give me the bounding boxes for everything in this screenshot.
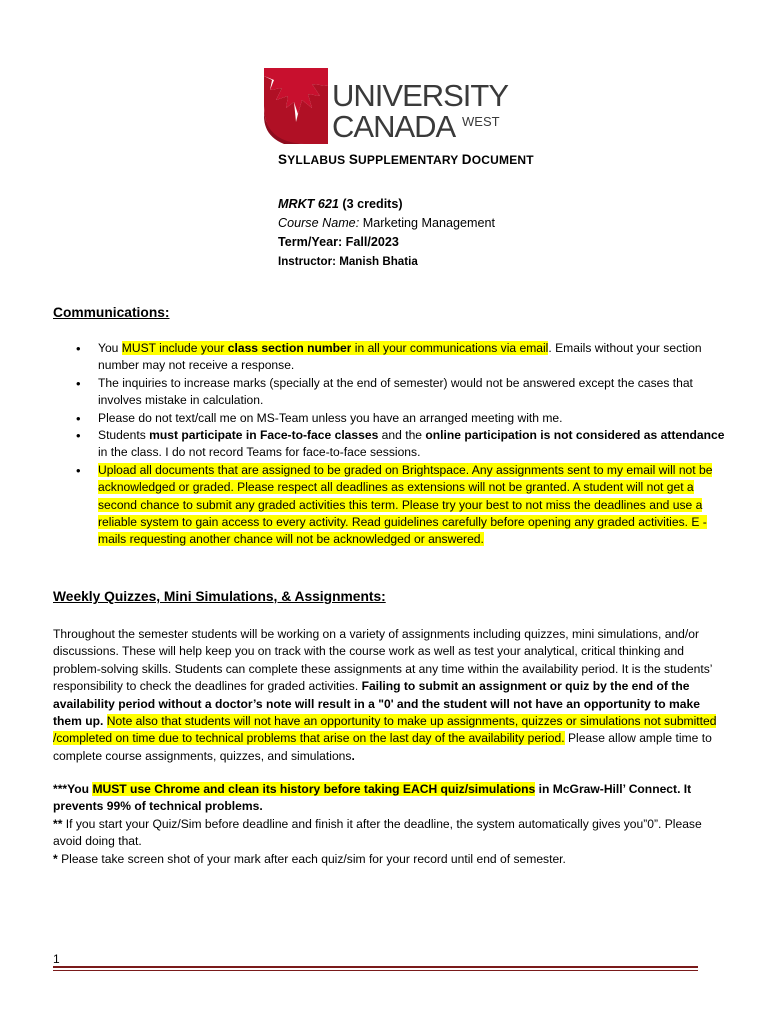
title-rest-1: YLLABUS <box>287 153 349 167</box>
course-info <box>278 195 495 271</box>
document-title <box>278 152 534 167</box>
weekly-notes <box>53 781 728 868</box>
instructor: Instructor: Manish Bhatia <box>278 255 418 268</box>
maple-leaf-icon <box>264 66 330 146</box>
communications-list <box>76 340 726 549</box>
title-cap-2: S <box>348 152 359 167</box>
university-logo <box>264 66 514 146</box>
logo-word-west: WEST <box>462 114 500 129</box>
course-name-label: Course Name: <box>278 216 360 230</box>
footer-rule-thin <box>53 970 698 971</box>
list-item: • The inquiries to increase marks (specially at the end of semester) would not be answered except the cases that involves mistake in calculation. <box>76 375 726 410</box>
title-cap-3: D <box>461 152 472 167</box>
title-rest-2: UPPLEMENTARY <box>358 153 462 167</box>
chrome-note: ***You MUST use Chrome and clean its history before taking EACH quiz/simulations in McGraw-Hill’ Connect. It prevents 99% of technical problems. <box>53 782 692 814</box>
title-cap-1: S <box>278 152 288 167</box>
course-code-row <box>278 195 495 214</box>
weekly-paragraph: Throughout the semester students will be working on a variety of assignments including quizzes, mini simulations, and/or discussions. These will help keep you on track with the course work as well as test your analytical, critical thinking and problem-solving skills. Students can complete these assignments at any time within the availability period. It is the students’ responsibility to check the deadlines for graded activities. Failing to submit an assignment or quiz by the end of the availability period without a doctor’s note will result in a "0' and the student will not have an opportunity to make them up. Note also that students will not have an opportunity to make up assignments, quizzes or simulations not submitted /completed on time due to technical problems that arise on the last day of the availability period. Please allow ample time to complete course assignments, quizzes, and simulations. <box>53 627 717 763</box>
communications-heading: Communications: <box>53 305 170 320</box>
list-item: • Students must participate in Face-to-face classes and the online participation is not considered as attendance in the class. I do not record Teams for face-to-face sessions. <box>76 427 726 462</box>
course-name-row <box>278 214 495 233</box>
footer-rule <box>53 966 698 968</box>
term-year: Term/Year: Fall/2023 <box>278 235 399 249</box>
course-name-value: Marketing Management <box>359 216 496 230</box>
list-item: • You MUST include your class section number in all your communications via email. Emails without your section number may not receive a response. <box>76 340 726 375</box>
screenshot-note: * Please take screen shot of your mark after each quiz/sim for your record until end of semester. <box>53 851 566 866</box>
course-credits: (3 credits) <box>338 197 403 211</box>
weekly-heading: Weekly Quizzes, Mini Simulations, & Assignments: <box>53 589 386 604</box>
list-item: • Please do not text/call me on MS-Team unless you have an arranged meeting with me. <box>76 410 726 427</box>
logo-word-canada: CANADA <box>332 109 456 144</box>
course-code: MRKT 621 <box>278 197 339 211</box>
list-item: • Upload all documents that are assigned to be graded on Brightspace. Any assignments sent to my email will not be acknowledged or graded. Please respect all deadlines as extensions will not be granted. A student will not get a second chance to submit any graded activities this term. Please try your best to not miss the deadlines and use a reliable system to gain access to every activity. Read guidelines carefully before opening any graded activities. E -mails requesting another chance will not be acknowledged or answered. <box>76 462 726 549</box>
logo-word-university: UNIVERSITY <box>332 78 509 113</box>
deadline-note: ** If you start your Quiz/Sim before deadline and finish it after the deadline, the system automatically gives you”0”. Please avoid doing that. <box>53 816 702 849</box>
page-number: 1 <box>53 952 60 966</box>
title-rest-3: OCUMENT <box>471 153 534 167</box>
